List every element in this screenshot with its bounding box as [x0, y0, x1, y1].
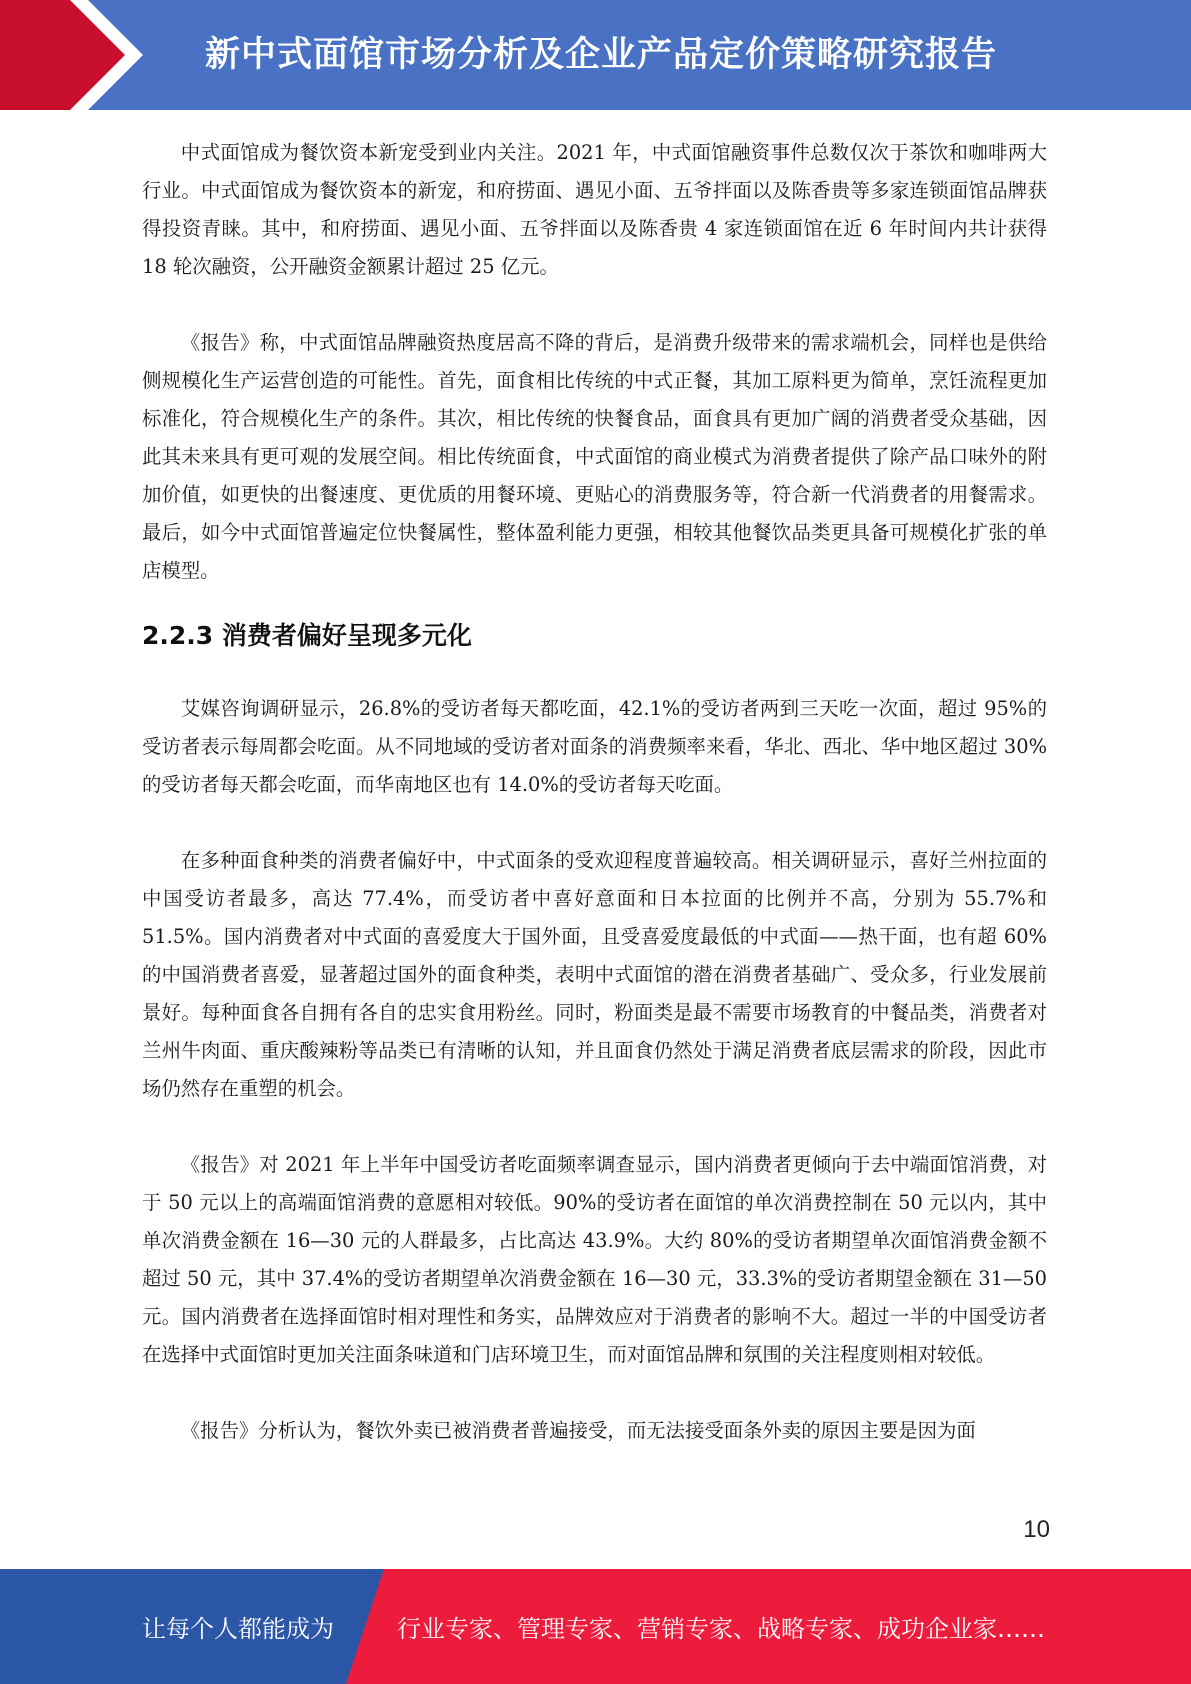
paragraph-survey-frequency: 艾媒咨询调研显示，26.8%的受访者每天都吃面，42.1%的受访者两到三天吃一次面，超过 95%的受访者表示每周都会吃面。从不同地域的受访者对面条的消费频率来看，华北、西北、华中地区超过 30%的受访者每天都会吃面，而华南地区也有 14.0%的受访者每天吃面。	[142, 697, 1047, 796]
paragraph-takeaway: 《报告》分析认为，餐饮外卖已被消费者普遍接受，而无法接受面条外卖的原因主要是因为面	[180, 1419, 976, 1442]
paragraph-spacer	[142, 286, 1047, 324]
header-arrow-decoration	[0, 0, 150, 110]
footer-slogan-left: 让每个人都能成为	[142, 1615, 334, 1643]
paragraph-spacer	[142, 804, 1047, 842]
paragraph-spacer	[142, 1374, 1047, 1412]
footer-slogan-right: 行业专家、管理专家、营销专家、战略专家、成功企业家……	[397, 1615, 1045, 1643]
document-body	[142, 134, 1047, 1450]
paragraph-spacer	[142, 1108, 1047, 1146]
paragraph-report-analysis: 《报告》称，中式面馆品牌融资热度居高不降的背后，是消费升级带来的需求端机会，同样也是供给侧规模化生产运营创造的可能性。首先，面食相比传统的中式正餐，其加工原料更为简单，烹饪流程更加标准化，符合规模化生产的条件。其次，相比传统的快餐食品，面食具有更加广阔的消费者受众基础，因此其未来具有更可观的发展空间。相比传统面食，中式面馆的商业模式为消费者提供了除产品口味外的附加价值，如更快的出餐速度、更优质的用餐环境、更贴心的消费服务等，符合新一代消费者的用餐需求。最后，如今中式面馆普遍定位快餐属性，整体盈利能力更强，相较其他餐饮品类更具备可规模化扩张的单店模型。	[142, 331, 1047, 582]
report-title: 新中式面馆市场分析及企业产品定价策略研究报告	[205, 35, 998, 75]
paragraph-financing: 中式面馆成为餐饮资本新宠受到业内关注。2021 年，中式面馆融资事件总数仅次于茶饮和咖啡两大行业。中式面馆成为餐饮资本的新宠，和府捞面、遇见小面、五爷拌面以及陈香贵等多家连锁面馆品牌获得投资青睐。其中，和府捞面、遇见小面、五爷拌面以及陈香贵 4 家连锁面馆在近 6 年时间内共计获得 18 轮次融资，公开融资金额累计超过 25 亿元。	[142, 141, 1047, 278]
page-header-band	[0, 0, 1191, 110]
paragraph-spending: 《报告》对 2021 年上半年中国受访者吃面频率调查显示，国内消费者更倾向于去中端面馆消费，对于 50 元以上的高端面馆消费的意愿相对较低。90%的受访者在面馆的单次消费控制在 50 元以内，其中单次消费金额在 16—30 元的人群最多，占比高达 43.9%。大约 80%的受访者期望单次面馆消费金额不超过 50 元，其中 37.4%的受访者期望单次消费金额在 16—30 元，33.3%的受访者期望金额在 31—50 元。国内消费者在选择面馆时相对理性和务实，品牌效应对于消费者的影响不大。超过一半的中国受访者在选择中式面馆时更加关注面条味道和门店环境卫生，而对面馆品牌和氛围的关注程度则相对较低。	[142, 1153, 1047, 1366]
page-footer-band	[0, 1569, 1191, 1684]
section-heading: 2.2.3 消费者偏好呈现多元化	[142, 621, 472, 650]
page-number: 10	[1023, 1516, 1050, 1543]
paragraph-noodle-preference: 在多种面食种类的消费者偏好中，中式面条的受欢迎程度普遍较高。相关调研显示，喜好兰州拉面的中国受访者最多，高达 77.4%，而受访者中喜好意面和日本拉面的比例并不高，分别为 55.7%和 51.5%。国内消费者对中式面的喜爱度大于国外面，且受喜爱度最低的中式面——热干面，也有超 60%的中国消费者喜爱，显著超过国外的面食种类，表明中式面馆的潜在消费者基础广、受众多，行业发展前景好。每种面食各自拥有各自的忠实食用粉丝。同时，粉面类是最不需要市场教育的中餐品类，消费者对兰州牛肉面、重庆酸辣粉等品类已有清晰的认知，并且面食仍然处于满足消费者底层需求的阶段，因此市场仍然存在重塑的机会。	[142, 849, 1047, 1100]
